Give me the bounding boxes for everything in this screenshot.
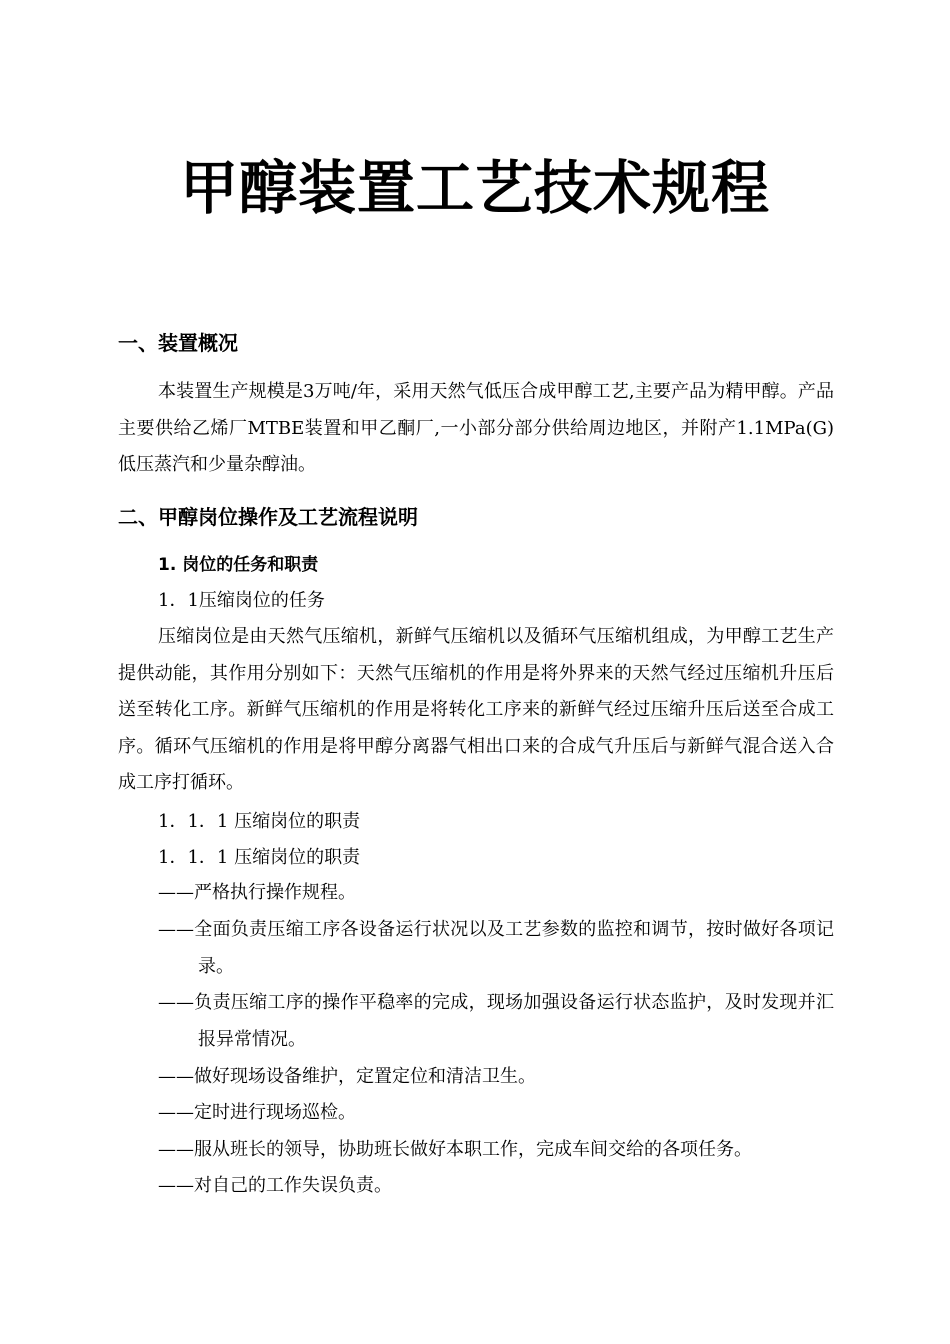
duty-item: ——严格执行操作规程。 — [158, 882, 356, 903]
section-heading-operation: 二、甲醇岗位操作及工艺流程说明 — [118, 505, 418, 529]
document-title: 甲醇装置工艺技术规程 — [179, 154, 770, 222]
duty-item: ——对自己的工作失误负责。 — [158, 1175, 392, 1196]
subheading-compression-duties-1: 1．1．1 压缩岗位的职责 — [158, 811, 361, 832]
compression-task-paragraph: 压缩岗位是由天然气压缩机，新鲜气压缩机以及循环气压缩机组成，为甲醇工艺生产提供动能，其作用分别如下：天然气压缩机的作用是将外界来的天然气经过压缩机升压后送至转化工序。新鲜气压缩机的作用是将转化工序来的新鲜气经过压缩升压后送至合成工序。循环气压缩机的作用是将甲醇分离器气相出口来的合成气升压后与新鲜气混合送入合成工序打循环。 — [118, 626, 834, 793]
duty-item: ——负责压缩工序的操作平稳率的完成，现场加强设备运行状态监护，及时发现并汇报异常情况。 — [158, 992, 834, 1050]
section-heading-overview: 一、装置概况 — [118, 331, 238, 355]
duty-item: ——定时进行现场巡检。 — [158, 1102, 356, 1123]
duty-item: ——全面负责压缩工序各设备运行状况以及工艺参数的监控和调节，按时做好各项记录。 — [158, 919, 834, 977]
subheading-compression-duties-2: 1．1．1 压缩岗位的职责 — [158, 847, 361, 868]
duty-item: ——服从班长的领导，协助班长做好本职工作，完成车间交给的各项任务。 — [158, 1139, 752, 1160]
duty-item: ——做好现场设备维护，定置定位和清洁卫生。 — [158, 1066, 536, 1087]
overview-paragraph: 本装置生产规模是3万吨/年，采用天然气低压合成甲醇工艺,主要产品为精甲醇。产品主要供给乙烯厂MTBE装置和甲乙酮厂,一小部分部分供给周边地区，并附产1.1MPa(G)低压蒸汽和少量杂醇油。 — [118, 381, 834, 475]
subheading-compression-task: 1．1压缩岗位的任务 — [158, 590, 325, 611]
subheading-tasks-duties: 1. 岗位的任务和职责 — [158, 555, 319, 575]
